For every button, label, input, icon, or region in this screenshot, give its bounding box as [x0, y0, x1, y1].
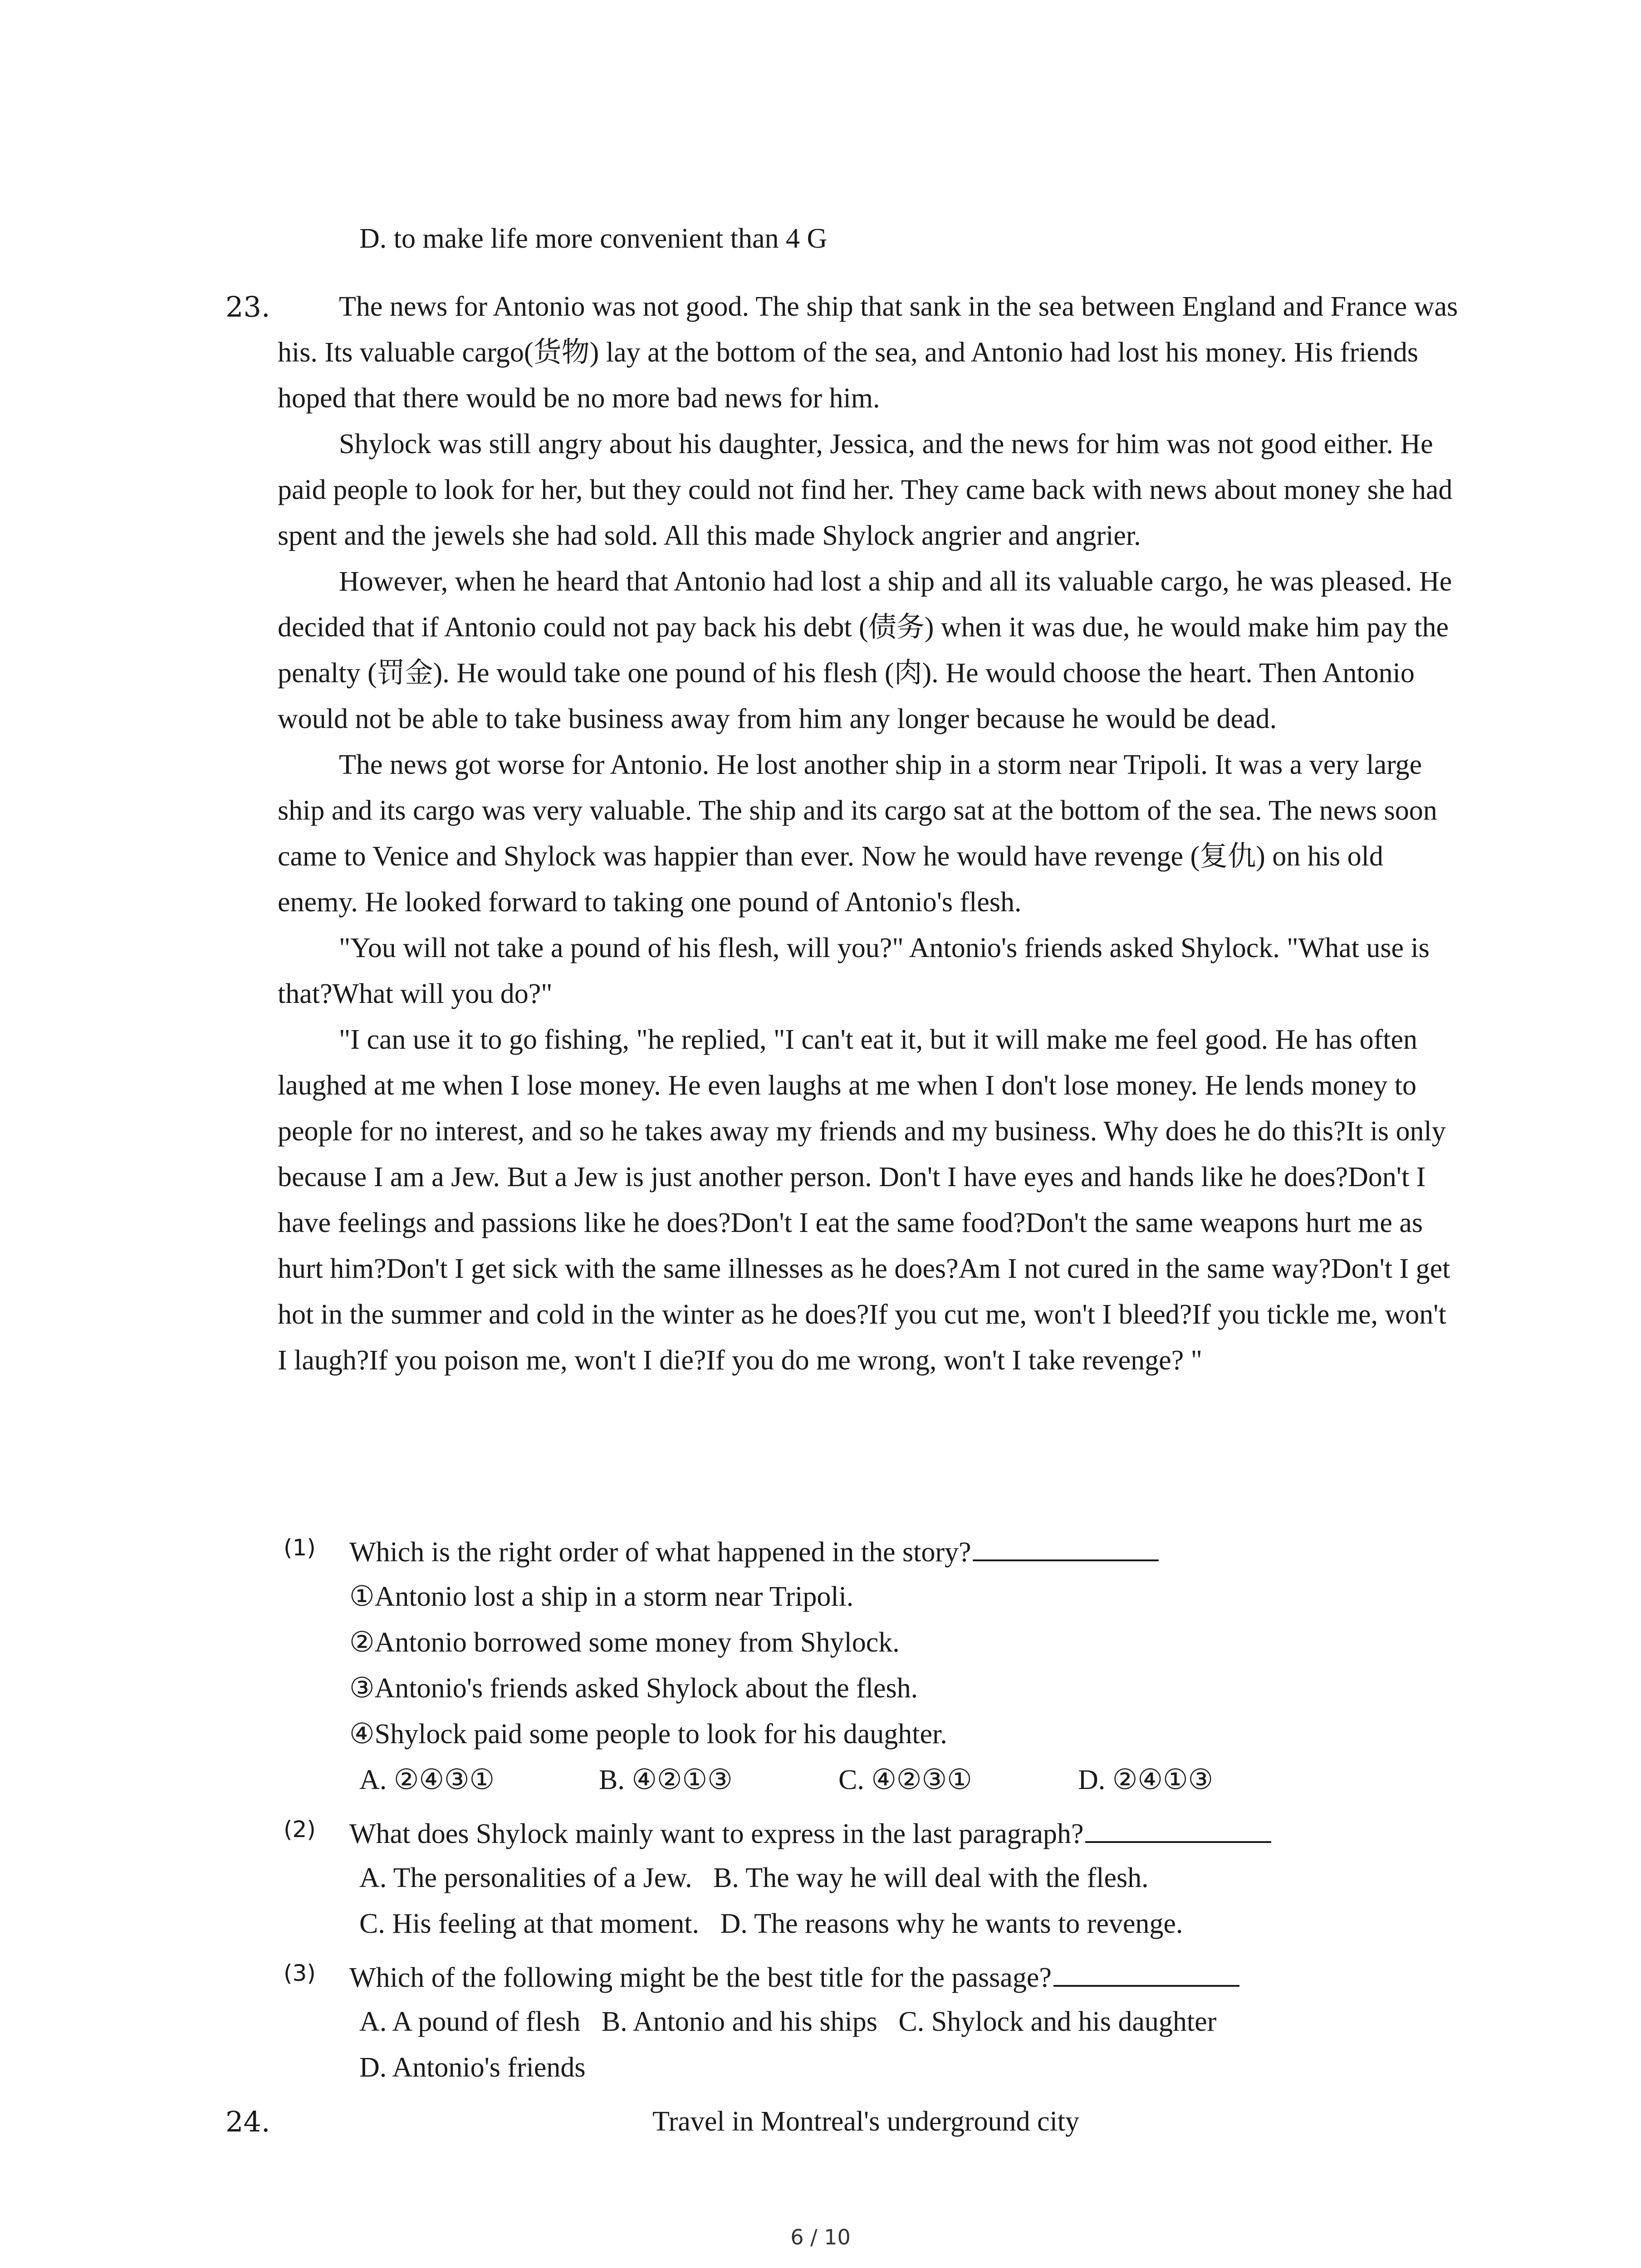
passage-paragraph: The news for Antonio was not good. The ship that sank in the sea between England and France was his. Its valuable cargo(货物) lay at the bottom of the sea, and Antonio had lost his money. His friends hoped that there would be no more bad news for him. [278, 291, 1458, 414]
sub-question-number-2: (2) [284, 1816, 316, 1843]
passage-paragraph: However, when he heard that Antonio had lost a ship and all its valuable cargo, he was pleased. He decided that if Antonio could not pay back his debt (债务) when it was due, he would make him pay the penalty (罚金). He would take one pound of his flesh (肉). He would choose the heart. Then Antonio would not be able to take business away from him any longer because he would be dead. [278, 566, 1452, 734]
sub-question-1-options [359, 1757, 1213, 1803]
option-a[interactable]: A. ②④③① [359, 1765, 495, 1795]
question-number-23: 23. [225, 290, 270, 323]
sub-question-3-options-line-1[interactable]: A. A pound of flesh B. Antonio and his ships C. Shylock and his daughter [359, 2006, 1217, 2037]
passage-paragraph: Shylock was still angry about his daughter, Jessica, and the news for him was not good either. He paid people to look for her, but they could not find her. They came back with news about money she had spent and the jewels she had sold. All this made Shylock angrier and angrier. [278, 429, 1453, 551]
sub-question-number-1: (1) [284, 1535, 316, 1561]
sub-question-2-options-line-1[interactable]: A. The personalities of a Jew. B. The way he will deal with the flesh. [359, 1862, 1149, 1893]
option-c[interactable]: C. ④②③① [838, 1765, 972, 1795]
event-item: ②Antonio borrowed some money from Shylock. [349, 1627, 900, 1658]
passage-23 [278, 284, 1462, 1383]
answer-blank-1[interactable] [973, 1528, 1159, 1561]
event-item: ①Antonio lost a ship in a storm near Tripoli. [349, 1581, 854, 1612]
sub-question-3-text: Which of the following might be the best title for the passage? [349, 1962, 1052, 1993]
sub-question-2-stem [349, 1809, 1271, 1857]
sub-question-3-stem [349, 1953, 1239, 2001]
passage-paragraph: The news got worse for Antonio. He lost another ship in a storm near Tripoli. It was a very large ship and its cargo was very valuable. The ship and its cargo sat at the bottom of the sea. The news soon came to Venice and Shylock was happier than ever. Now he would have revenge (复仇) on his old enemy. He looked forward to taking one pound of Antonio's flesh. [278, 749, 1437, 918]
previous-question-option-d: D. to make life more convenient than 4 G [359, 223, 828, 254]
sub-question-number-3: (3) [284, 1960, 316, 1986]
event-item: ④Shylock paid some people to look for his daughter. [349, 1719, 947, 1750]
passage-paragraph: "I can use it to go fishing, "he replied, "I can't eat it, but it will make me feel good. He has often laughed at me when I lose money. He even laughs at me when I don't lose money. He lends money to people for no interest, and so he takes away my friends and my business. Why does he do this?It is only because I am a Jew. But a Jew is just another person. Don't I have eyes and hands like he does?Don't I have feelings and passions like he does?Don't I eat the same food?Don't the same weapons hurt me as hurt him?Don't I get sick with the same illnesses as he does?Am I not cured in the same way?Don't I get hot in the summer and cold in the winter as he does?If you cut me, won't I bleed?If you tickle me, won't I laugh?If you poison me, won't I die?If you do me wrong, won't I take revenge? " [278, 1024, 1450, 1376]
answer-blank-3[interactable] [1053, 1953, 1239, 1987]
sub-question-2-options-line-2[interactable]: C. His feeling at that moment. D. The reasons why he wants to revenge. [359, 1908, 1183, 1939]
event-item: ③Antonio's friends asked Shylock about the flesh. [349, 1673, 918, 1704]
option-d[interactable]: D. ②④①③ [1078, 1765, 1214, 1795]
sub-question-1-stem [349, 1528, 1159, 1575]
sub-question-1-text: Which is the right order of what happened in the story? [349, 1537, 971, 1568]
sub-question-3-options-line-2[interactable]: D. Antonio's friends [359, 2052, 586, 2083]
question-24-title: Travel in Montreal's underground city [652, 2106, 1080, 2137]
passage-paragraph: "You will not take a pound of his flesh, will you?" Antonio's friends asked Shylock. "What use is that?What will you do?" [278, 933, 1430, 1009]
page-number: 6 / 10 [790, 2225, 851, 2249]
answer-blank-2[interactable] [1085, 1809, 1271, 1843]
option-b[interactable]: B. ④②①③ [599, 1765, 733, 1795]
question-number-24: 24. [225, 2105, 270, 2138]
sub-question-2-text: What does Shylock mainly want to express in the last paragraph? [349, 1818, 1084, 1849]
